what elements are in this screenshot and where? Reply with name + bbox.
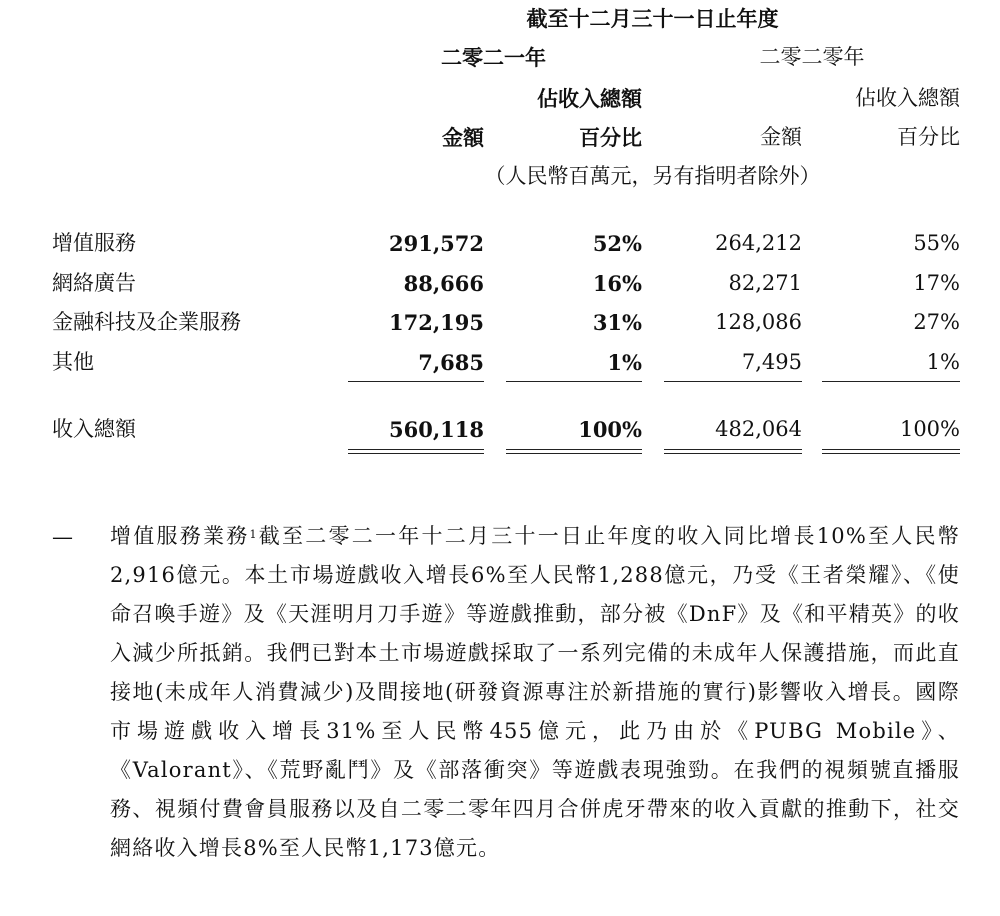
bullet-dash: — xyxy=(52,525,73,549)
total-pct-2020: 100% xyxy=(899,417,960,441)
footnote-marker: 1 xyxy=(249,528,258,541)
amount-2020: 128,086 xyxy=(715,310,802,334)
subtotal-rule xyxy=(506,381,642,382)
period-header: 截至十二月三十一日止年度 xyxy=(526,6,779,31)
percentage-header-2020: 百分比 xyxy=(897,125,960,149)
amount-2020: 7,495 xyxy=(741,350,802,374)
subtotal-rule xyxy=(348,381,484,382)
pct-2021: 31% xyxy=(592,310,642,335)
pct-of-revenue-header-2020: 佔收入總額 xyxy=(855,86,960,110)
percentage-header-2021: 百分比 xyxy=(579,125,642,150)
row-label: 金融科技及企業服務 xyxy=(52,310,241,334)
total-double-rule xyxy=(506,449,642,450)
total-amount-2020: 482,064 xyxy=(715,417,802,441)
amount-2021: 172,195 xyxy=(389,310,484,335)
total-label: 收入總額 xyxy=(52,417,136,441)
total-double-rule xyxy=(664,453,802,454)
total-double-rule xyxy=(664,449,802,450)
row-label: 其他 xyxy=(52,350,94,374)
pct-2020: 27% xyxy=(913,310,960,334)
pct-of-revenue-header-2021: 佔收入總額 xyxy=(537,86,642,111)
pct-2021: 52% xyxy=(592,231,642,256)
amount-header-2020: 金額 xyxy=(760,125,802,149)
amount-2020: 264,212 xyxy=(715,231,802,255)
subtotal-rule xyxy=(664,381,802,382)
subtotal-rule xyxy=(822,381,960,382)
pct-2020: 1% xyxy=(926,350,960,374)
amount-2021: 88,666 xyxy=(403,271,484,296)
pct-2021: 1% xyxy=(607,350,642,375)
total-double-rule xyxy=(822,453,960,454)
total-double-rule xyxy=(348,449,484,450)
total-pct-2021: 100% xyxy=(578,417,642,442)
paragraph-body: 截至二零二一年十二月三十一日止年度的收入同比增長10%至人民幣2,916億元。本土市場遊戲收入增長6%至人民幣1,288億元，乃受《王者榮耀》、《使命召喚手遊》及《天涯明月刀手遊》等遊戲推動，部分被《DnF》及《和平精英》的收入減少所抵銷。我們已對本土市場遊戲採取了一系列完備的未成年人保護措施，而此直接地(未成年人消費減少)及間接地(研發資源專注於新措施的實行)影響收入增長。國際市場遊戲收入增長31%至人民幣455億元，此乃由於《PUBG Mobile》、《Valorant》、《荒野亂鬥》及《部落衝突》等遊戲表現強勁。在我們的視頻號直播服務、視頻付費會員服務以及自二零二零年四月合併虎牙帶來的收入貢獻的推動下，社交網絡收入增長8%至人民幣1,173億元。 xyxy=(110,524,961,860)
total-amount-2021: 560,118 xyxy=(389,417,484,442)
pct-2020: 17% xyxy=(913,271,960,295)
paragraph-lead: 增值服務業務 xyxy=(110,524,250,548)
row-label: 網絡廣告 xyxy=(52,271,136,295)
total-double-rule xyxy=(348,453,484,454)
pct-2020: 55% xyxy=(913,231,960,255)
unit-note: （人民幣百萬元，另有指明者除外） xyxy=(484,164,821,188)
amount-2021: 7,685 xyxy=(418,350,484,375)
body-paragraph xyxy=(110,517,960,868)
year-2021-header: 二零二一年 xyxy=(441,45,546,70)
amount-2020: 82,271 xyxy=(728,271,802,295)
total-double-rule xyxy=(822,449,960,450)
year-2020-header: 二零二零年 xyxy=(759,45,865,69)
pct-2021: 16% xyxy=(592,271,642,296)
total-double-rule xyxy=(506,453,642,454)
amount-2021: 291,572 xyxy=(389,231,484,256)
amount-header-2021: 金額 xyxy=(442,125,484,150)
row-label: 增值服務 xyxy=(52,231,136,255)
